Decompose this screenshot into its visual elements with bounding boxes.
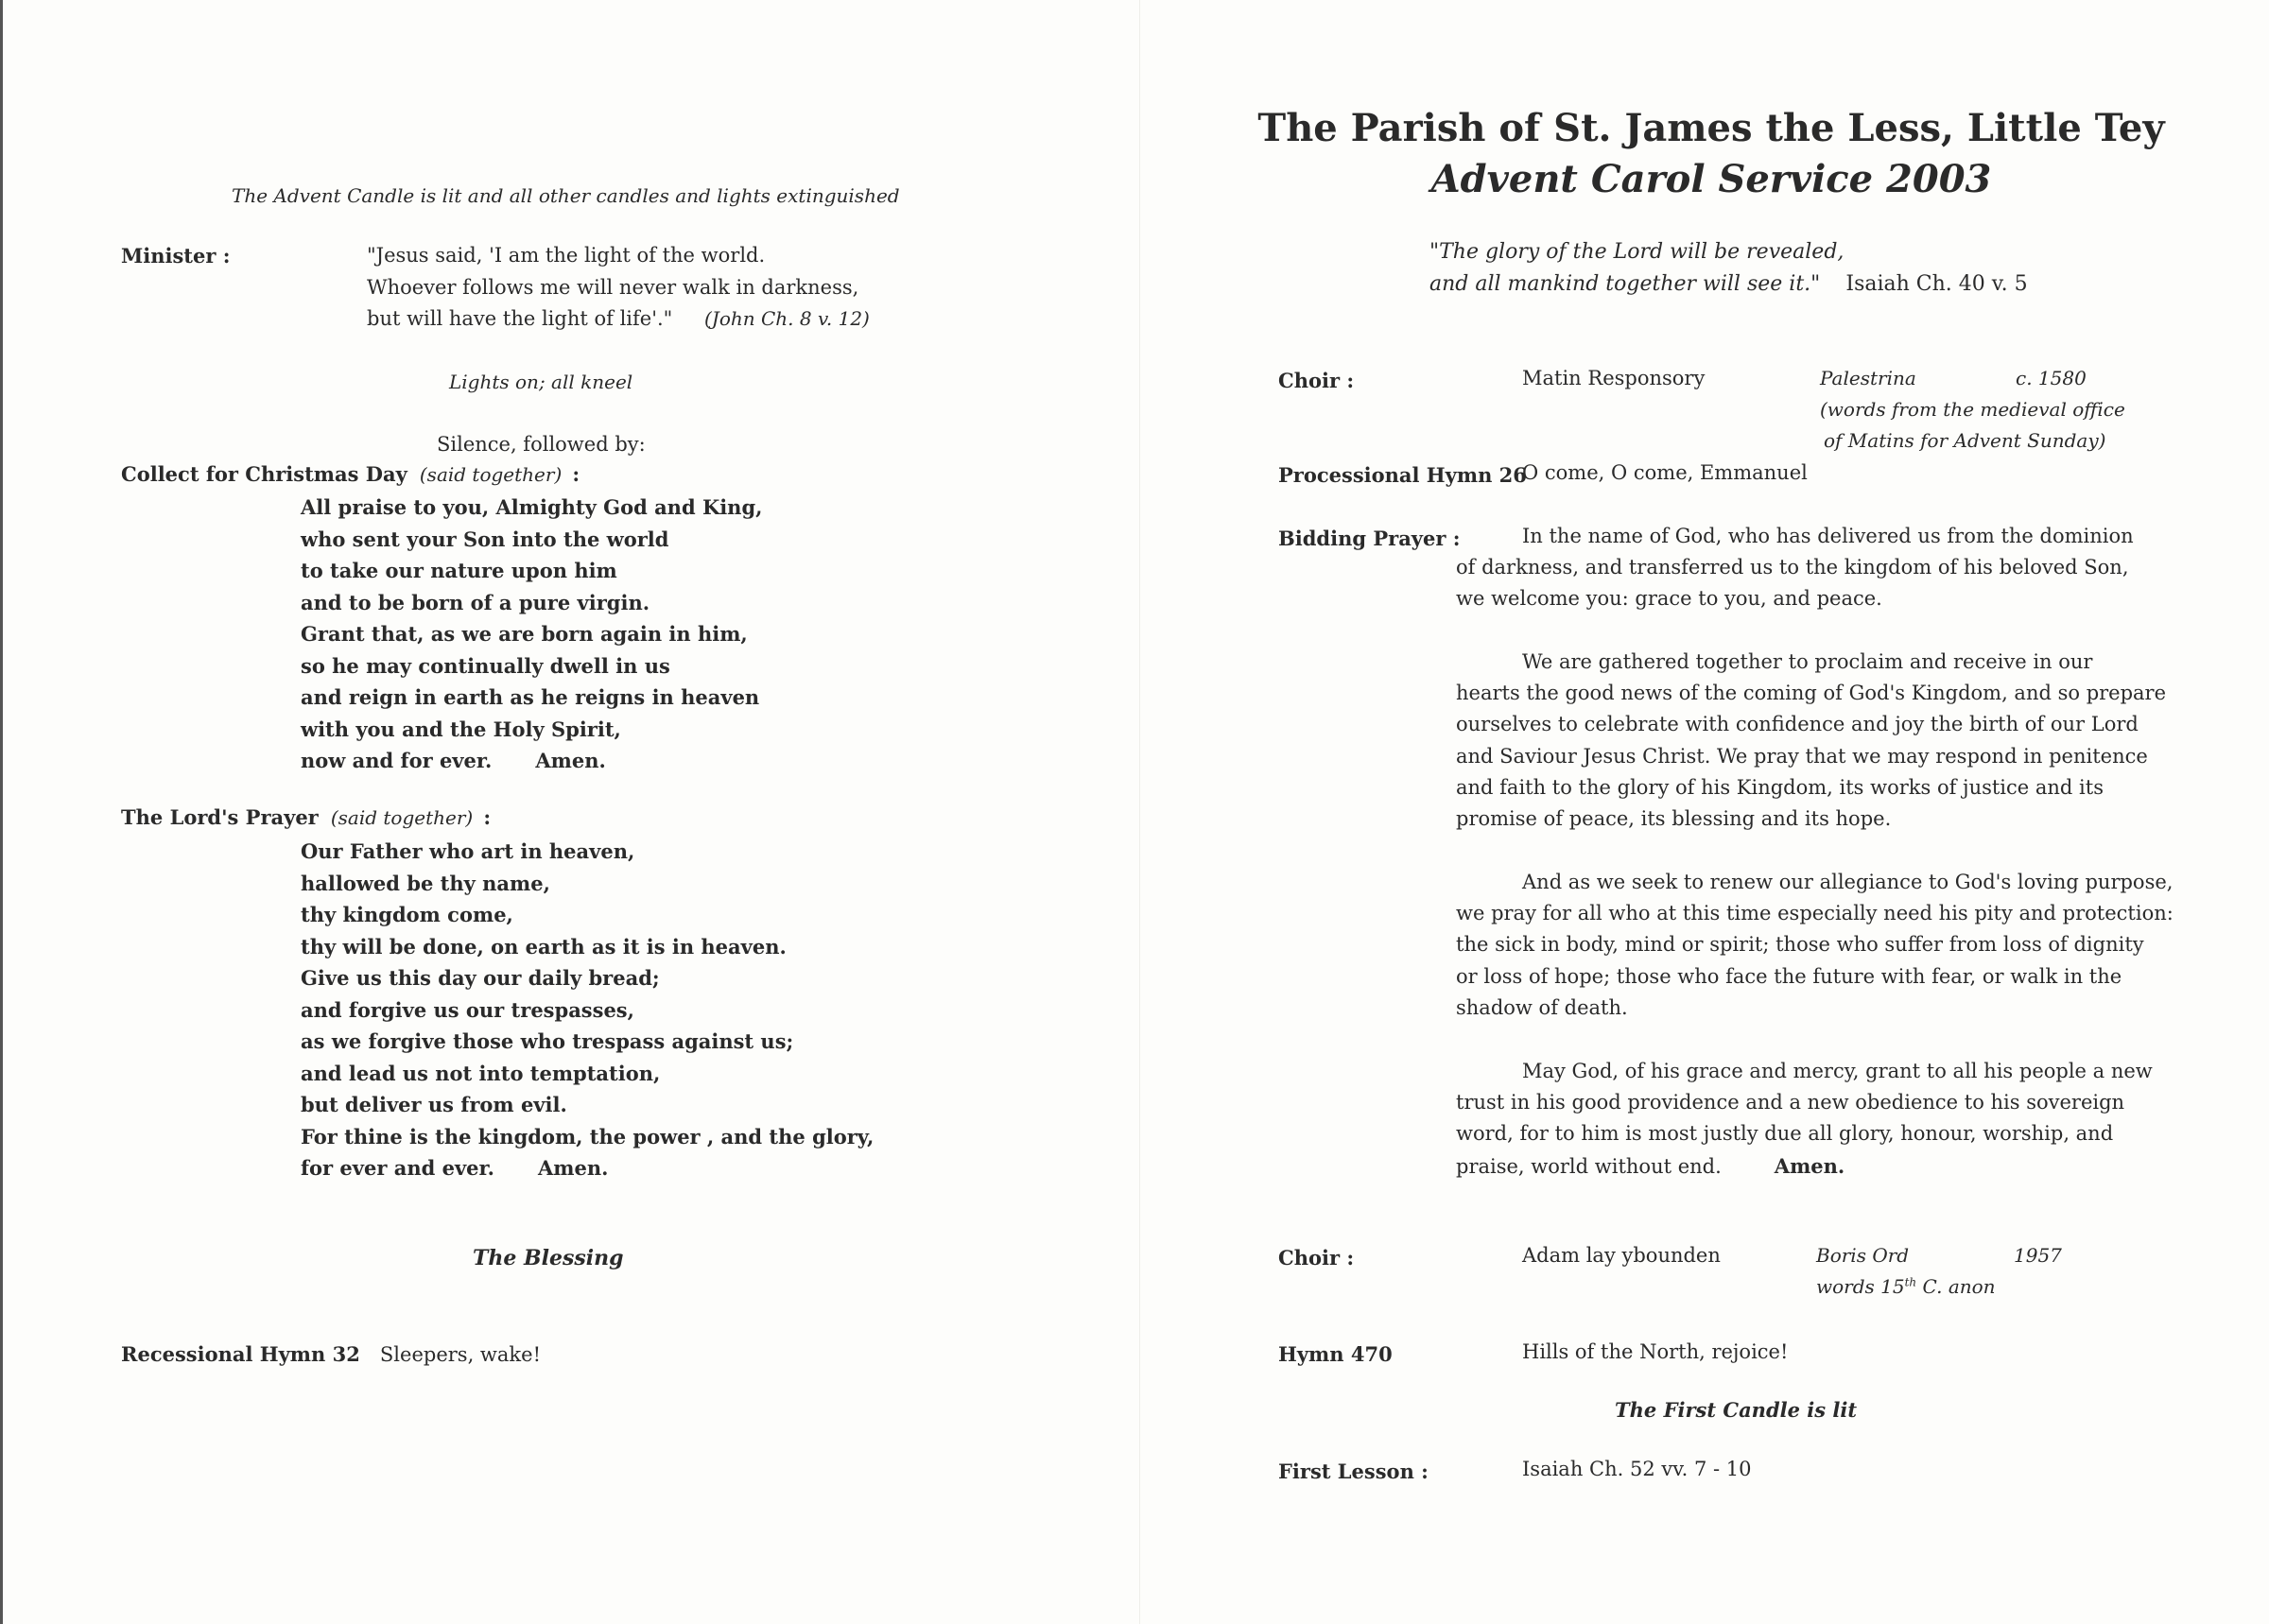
bidding-line: and Saviour Jesus Christ. We pray that we may respond in penitence — [1456, 744, 2148, 768]
bidding-line: promise of peace, its blessing and its hope. — [1456, 806, 1892, 830]
lords-prayer-colon: : — [483, 805, 492, 829]
hymn-470-label: Hymn 470 — [1278, 1342, 1393, 1366]
bidding-line: word, for to him is most justly due all glory, honour, worship, and — [1456, 1122, 2114, 1146]
lords-prayer-line: for ever and ever. — [301, 1156, 494, 1180]
hymn-470-title: Hills of the North, rejoice! — [1522, 1340, 1789, 1363]
minister-line: Whoever follows me will never walk in darkness, — [367, 275, 859, 299]
bidding-line: ourselves to celebrate with confidence and joy the birth of our Lord — [1456, 713, 2139, 736]
bidding-line: shadow of death. — [1456, 995, 1628, 1019]
collect-amen: Amen. — [535, 749, 606, 772]
bidding-amen: Amen. — [1774, 1153, 1845, 1178]
bidding-line: or loss of hope; those who face the future with fear, or walk in the — [1456, 964, 2122, 988]
choir-2-date: 1957 — [2014, 1244, 2062, 1267]
lords-prayer-label: The Lord's Prayer — [121, 805, 319, 829]
minister-reference: (John Ch. 8 v. 12) — [704, 307, 870, 330]
collect-line: who sent your Son into the world — [301, 527, 669, 551]
lights-note: Lights on; all kneel — [449, 371, 633, 393]
bidding-line: of darkness, and transferred us to the kingdom of his beloved Son, — [1456, 556, 2129, 579]
collect-line: and to be born of a pure virgin. — [301, 590, 650, 614]
choir-2-composer: Boris Ord — [1816, 1244, 1910, 1267]
silence-note: Silence, followed by: — [437, 433, 646, 456]
lords-prayer-line: thy kingdom come, — [301, 903, 513, 926]
lords-prayer-line: For thine is the kingdom, the power , and the glory, — [301, 1124, 875, 1149]
choir-2-words — [1816, 1275, 1996, 1298]
recessional-label: Recessional Hymn 32 — [121, 1342, 360, 1366]
minister-line: but will have the light of life'." — [367, 307, 673, 330]
page-edge — [0, 0, 3, 1624]
choir-1-note-1: (words from the medieval office — [1820, 398, 2125, 421]
lords-prayer-line: Give us this day our daily bread; — [301, 966, 660, 990]
lords-prayer-line: Our Father who art in heaven, — [301, 839, 635, 863]
choir-1-composer: Palestrina — [1820, 367, 1916, 389]
choir-1-note-2: of Matins for Advent Sunday) — [1824, 429, 2106, 452]
choir-2-words-sup: th — [1904, 1275, 1917, 1289]
processional-label: Processional Hymn 26 — [1278, 463, 1527, 487]
bidding-line: hearts the good news of the coming of God's Kingdom, and so prepare — [1456, 682, 2167, 705]
bidding-line: In the name of God, who has delivered us from the dominion — [1522, 525, 2134, 547]
recessional-title: Sleepers, wake! — [379, 1343, 542, 1366]
bidding-line: We are gathered together to proclaim and receive in our — [1522, 650, 2093, 673]
bidding-line: we welcome you: grace to you, and peace. — [1456, 587, 1882, 611]
collect-line: so he may continually dwell in us — [301, 653, 670, 678]
processional-title: O come, O come, Emmanuel — [1522, 461, 1808, 484]
minister-label: Minister : — [121, 244, 231, 268]
choir-2-words-suffix: C. anon — [1916, 1275, 1996, 1298]
collect-line: and reign in earth as he reigns in heaven — [301, 685, 760, 709]
recessional-row — [121, 1342, 541, 1366]
page-title: The Parish of St. James the Less, Little Tey — [1257, 106, 2165, 150]
bidding-line: trust in his good providence and a new obedience to his sovereign — [1456, 1091, 2125, 1114]
epigraph-line-2-row — [1429, 272, 2028, 296]
collect-line: with you and the Holy Spirit, — [301, 717, 621, 741]
choir-2-title: Adam lay ybounden — [1522, 1244, 1721, 1267]
minister-line: "Jesus said, 'I am the light of the world. — [367, 244, 766, 267]
lords-prayer-line: thy will be done, on earth as it is in heaven. — [301, 934, 787, 959]
bidding-paragraph-4 — [1456, 1056, 2153, 1182]
epigraph-line-1: "The glory of the Lord will be revealed, — [1429, 240, 1845, 264]
lords-prayer-heading — [121, 805, 491, 829]
bidding-line: And as we seek to renew our allegiance to God's loving purpose, — [1522, 871, 2174, 893]
lords-prayer-line: as we forgive those who trespass against us; — [301, 1029, 794, 1053]
choir-1-label: Choir : — [1278, 369, 1355, 392]
page-subtitle: Advent Carol Service 2003 — [1430, 157, 1992, 201]
lords-prayer-line: hallowed be thy name, — [301, 871, 550, 895]
blessing-heading: The Blessing — [473, 1246, 624, 1270]
lords-prayer-line-last — [301, 1152, 874, 1184]
collect-line-last — [301, 745, 762, 777]
bidding-line: we pray for all who at this time especially need his pity and protection: — [1456, 902, 2174, 925]
page-fold — [1139, 0, 1140, 1624]
bidding-paragraph-1 — [1456, 521, 2134, 615]
bidding-prayer-label: Bidding Prayer : — [1278, 527, 1461, 550]
first-candle-note: The First Candle is lit — [1615, 1398, 1858, 1422]
lords-prayer-note: (said together) — [330, 806, 474, 829]
bidding-line: May God, of his grace and mercy, grant to all his people a new — [1522, 1060, 2153, 1082]
choir-1-date: c. 1580 — [2016, 367, 2087, 389]
lords-prayer-text — [301, 836, 874, 1184]
first-lesson-reference: Isaiah Ch. 52 vv. 7 - 10 — [1522, 1458, 1752, 1480]
collect-text — [301, 492, 762, 777]
epigraph-reference: Isaiah Ch. 40 v. 5 — [1845, 272, 2028, 296]
first-lesson-label: First Lesson : — [1278, 1460, 1429, 1483]
collect-line: All praise to you, Almighty God and King, — [301, 495, 763, 519]
lords-prayer-line: and forgive us our trespasses, — [301, 997, 634, 1022]
advent-candle-note: The Advent Candle is lit and all other candles and lights extinguished — [232, 184, 900, 207]
collect-label: Collect for Christmas Day — [121, 462, 407, 486]
collect-line: Grant that, as we are born again in him, — [301, 622, 748, 646]
bidding-paragraph-3 — [1456, 867, 2174, 1024]
bidding-line-last — [1456, 1150, 2153, 1182]
choir-2-words-prefix: words 15 — [1816, 1275, 1905, 1298]
collect-note: (said together) — [419, 463, 563, 486]
bidding-line: the sick in body, mind or spirit; those who suffer from loss of dignity — [1456, 933, 2144, 957]
bidding-paragraph-2 — [1456, 647, 2166, 835]
choir-2-label: Choir : — [1278, 1246, 1355, 1270]
lords-prayer-line: and lead us not into temptation, — [301, 1061, 661, 1085]
choir-1-title: Matin Responsory — [1522, 367, 1706, 389]
bidding-line: and faith to the glory of his Kingdom, its works of justice and its — [1456, 775, 2104, 799]
collect-line: to take our nature upon him — [301, 559, 617, 582]
collect-colon: : — [572, 462, 580, 486]
lords-prayer-line: but deliver us from evil. — [301, 1093, 567, 1116]
collect-line: now and for ever. — [301, 749, 493, 772]
collect-heading — [121, 462, 580, 486]
lords-prayer-amen: Amen. — [537, 1156, 609, 1180]
epigraph-line-2: and all mankind together will see it." — [1429, 272, 1821, 296]
bidding-line: praise, world without end. — [1456, 1154, 1722, 1178]
